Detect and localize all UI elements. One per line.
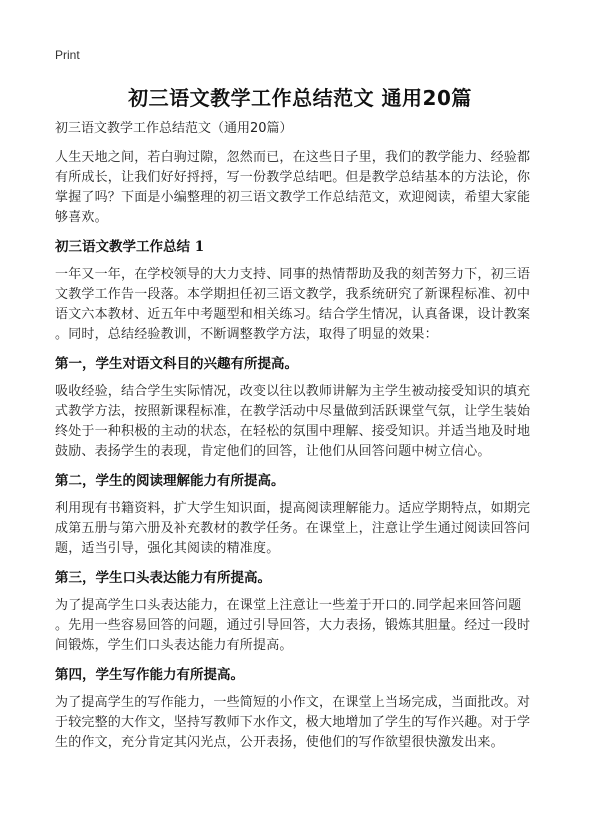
intro-paragraph (55, 148, 555, 228)
point-heading: 第二，学生的阅读理解能力有所提高。 (55, 473, 285, 489)
text-line: 利用现有书籍资料，扩大学生知识面，提高阅读理解能力。适应学期特点，如期完 (55, 501, 531, 516)
document-body (55, 120, 555, 762)
text-line: 题，适当引导，强化其阅读的精准度。 (55, 541, 280, 556)
text-line: 为了提高学生口头表达能力，在课堂上注意让一些羞于开口的.同学起来回答问题 (55, 598, 522, 613)
text-line: 成第五册与第六册及补充教材的教学任务。在课堂上，注意让学生通过阅读回答问 (55, 521, 531, 536)
section-heading: 初三语文教学工作总结 1 (55, 239, 205, 255)
point-paragraph (55, 499, 555, 559)
page-title: 初三语文教学工作总结范文 通用20篇 (128, 86, 472, 110)
text-line: 。同时，总结经验教训，不断调整教学方法，取得了明显的效果： (55, 327, 438, 342)
text-line: 式教学方法，按照新课程标准，在教学活动中尽量做到活跃课堂气氛，让学生装始 (55, 404, 531, 419)
point-heading: 第三，学生口头表达能力有所提高。 (55, 570, 271, 586)
text-line: 于较完整的大作文，坚持写教师下水作文，极大地增加了学生的写作兴趣。对于学 (55, 715, 531, 730)
text-line: 。先用一些容易回答的问题，通过引导回答，大力表扬，锻炼其胆量。经过一段时 (55, 618, 531, 633)
text-line: 语文六本教材、近五年中考题型和相关练习。结合学生情况，认真备课，设计教案 (55, 307, 531, 322)
print-link[interactable]: Print (55, 48, 80, 62)
point-heading: 第一，学生对语文科目的兴趣有所提高。 (55, 356, 298, 372)
text-line: 一年又一年，在学校领导的大力支持、同事的热情帮助及我的刻苦努力下，初三语 (55, 267, 531, 282)
section-intro-paragraph (55, 265, 555, 345)
text-line: 终处于一种积极的主动的状态，在轻松的氛围中理解、接受知识。并适当地及时地 (55, 424, 531, 439)
text-line: 鼓励、表扬学生的表现，肯定他们的回答，让他们从回答问题中树立信心。 (55, 444, 491, 459)
text-line: 间锻炼，学生们口头表达能力有所提高。 (55, 638, 293, 653)
text-line: 掌握了吗？下面是小编整理的初三语文教学工作总结范文，欢迎阅读，希望大家能 (55, 190, 531, 205)
point-paragraph (55, 382, 555, 462)
text-line: 吸收经验，结合学生实际情况，改变以往以教师讲解为主学生被动接受知识的填充 (55, 384, 531, 399)
text-line: 有所成长，让我们好好捋捋，写一份教学总结吧。但是教学总结基本的方法论，你 (55, 170, 531, 185)
point-heading: 第四，学生写作能力有所提高。 (55, 667, 244, 683)
subtitle: 初三语文教学工作总结范文（通用20篇） (55, 121, 293, 136)
text-line: 人生天地之间，若白驹过隙，忽然而已，在这些日子里，我们的教学能力、经验都 (55, 150, 531, 165)
point-paragraph (55, 693, 555, 753)
text-line: 生的作文，充分肯定其闪光点，公开表扬，使他们的写作欲望很快激发出来。 (55, 735, 504, 750)
point-paragraph (55, 596, 555, 656)
text-line: 为了提高学生的写作能力，一些简短的小作文，在课堂上当场完成，当面批改。对 (55, 695, 531, 710)
text-line: 够喜欢。 (55, 210, 108, 225)
text-line: 文教学工作告一段落。本学期担任初三语文教学，我系统研究了新课程标准、初中 (55, 287, 531, 302)
